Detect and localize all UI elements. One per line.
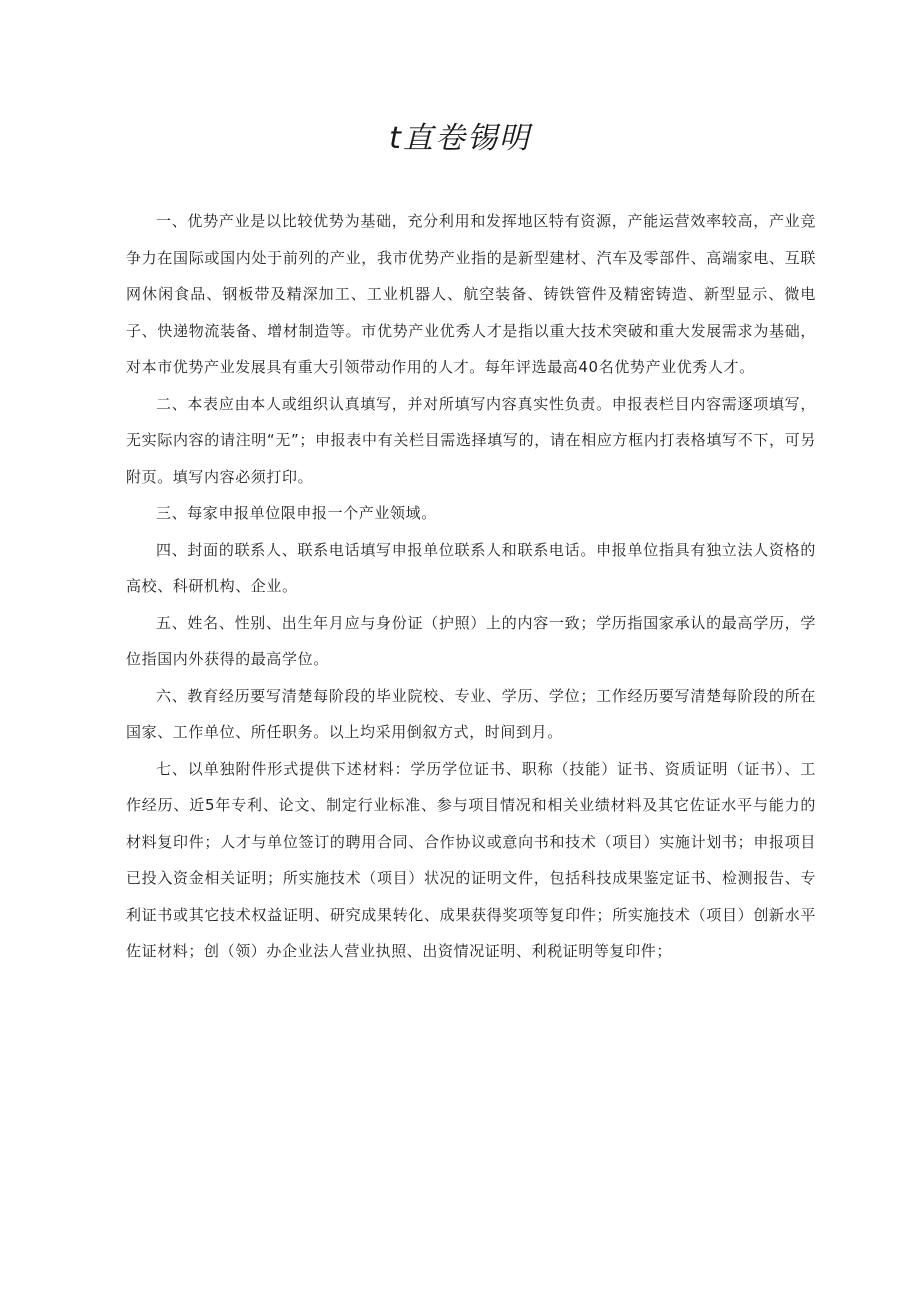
paragraph-2: 二、本表应由本人或组织认真填写，并对所填写内容真实性负责。申报表栏目内容需逐项填写，无实际内容的请注明“无”；申报表中有关栏目需选择填写的，请在相应方框内打表格填写不下，可另附页。填写内容必须打印。 <box>126 394 816 486</box>
paragraph-6: 六、教育经历要写清楚每阶段的毕业院校、专业、学历、学位；工作经历要写清楚每阶段的所在国家、工作单位、所任职务。以上均采用倒叙方式，时间到月。 <box>126 686 816 741</box>
paragraph-4: 四、封面的联系人、联系电话填写申报单位联系人和联系电话。申报单位指具有独立法人资格的高校、科研机构、企业。 <box>126 540 816 595</box>
instructions-body <box>126 203 816 970</box>
paragraph-5: 五、姓名、性别、出生年月应与身份证（护照）上的内容一致；学历指国家承认的最高学历，学位指国内外获得的最高学位。 <box>126 613 816 668</box>
paragraph-7: 七、以单独附件形式提供下述材料：学历学位证书、职称（技能）证书、资质证明（证书）、工作经历、近5年专利、论文、制定行业标准、参与项目情况和相关业绩材料及其它佐证水平与能力的材料复印件；人才与单位签订的聘用合同、合作协议或意向书和技术（项目）实施计划书；申报项目已投入资金相关证明；所实施技术（项目）状况的证明文件，包括科技成果鉴定证书、检测报告、专利证书或其它技术权益证明、研究成果转化、成果获得奖项等复印件；所实施技术（项目）创新水平佐证材料；创（领）办企业法人营业执照、出资情况证明、利税证明等复印件； <box>126 759 816 960</box>
page-title: t直卷锡明 <box>389 121 531 156</box>
paragraph-3: 三、每家申报单位限申报一个产业领域。 <box>156 504 437 522</box>
paragraph-1: 一、优势产业是以比较优势为基础，充分利用和发挥地区特有资源，产能运营效率较高，产业竞争力在国际或国内处于前列的产业，我市优势产业指的是新型建材、汽车及零部件、高端家电、互联网休闲食品、钢板带及精深加工、工业机器人、航空装备、铸铁管件及精密铸造、新型显示、微电子、快递物流装备、增材制造等。市优势产业优秀人才是指以重大技术突破和重大发展需求为基础，对本市优势产业发展具有重大引领带动作用的人才。每年评选最高40名优势产业优秀人才。 <box>126 212 816 376</box>
